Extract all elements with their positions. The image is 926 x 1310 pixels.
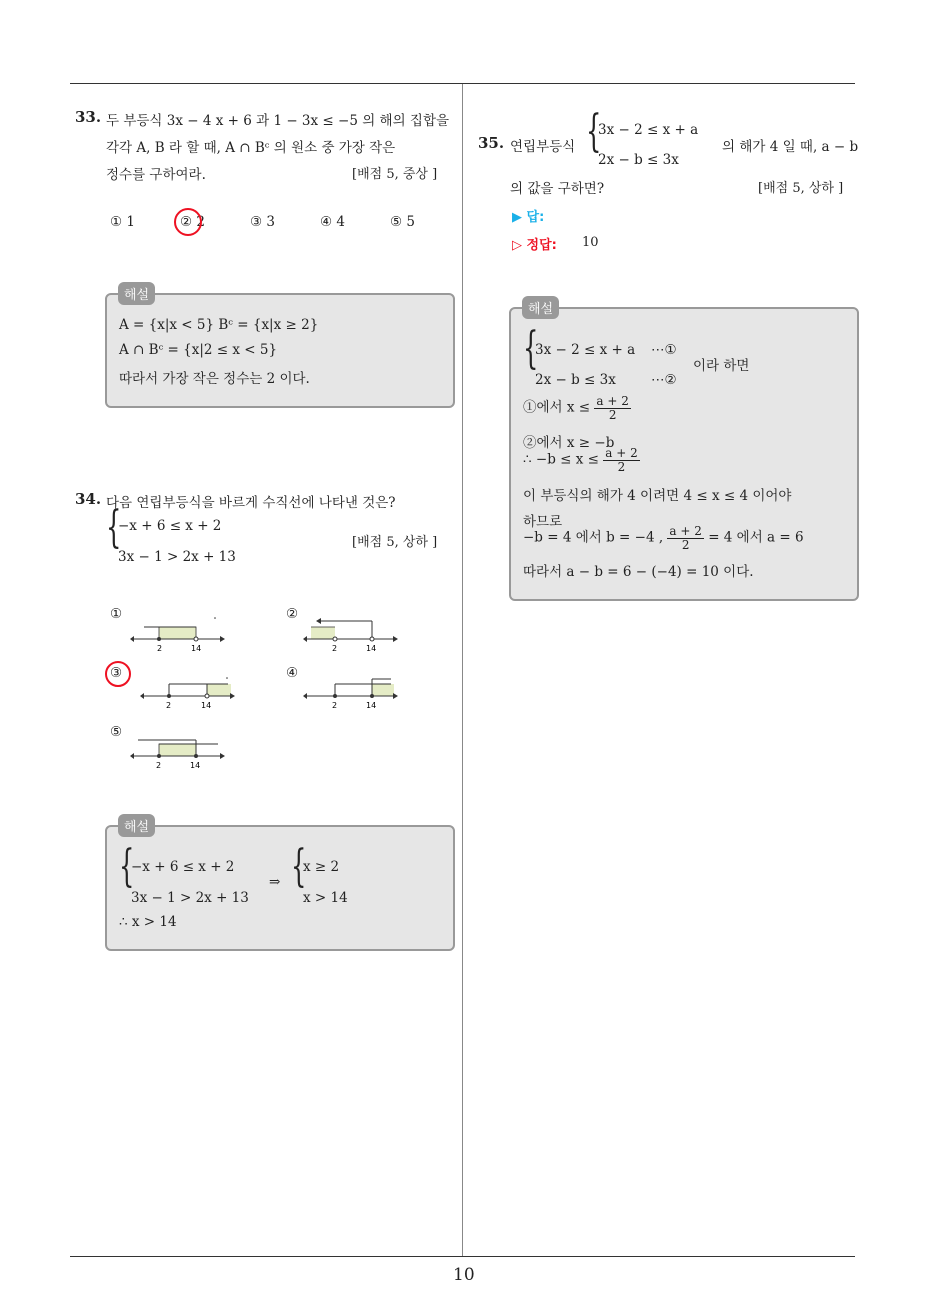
tick-label: 14	[366, 701, 377, 710]
solution-line-1-text: ①에서 x ≤	[523, 399, 591, 416]
selected-answer-mark	[174, 208, 202, 236]
axis-arrow	[130, 636, 134, 642]
solution-tag: 해설	[118, 282, 155, 305]
shaded-region	[372, 684, 394, 696]
axis-arrow	[230, 693, 235, 699]
choice-4-label[interactable]: ④	[286, 665, 299, 681]
endpoint	[167, 694, 171, 698]
system-brace: {	[119, 841, 135, 892]
fraction-numerator: a + 2	[669, 524, 702, 538]
axis-arrow	[140, 693, 144, 699]
solution-result-2: x > 14	[303, 890, 348, 906]
tick-label: 14	[366, 644, 377, 653]
solution-box	[105, 293, 455, 408]
fraction-denominator: 2	[681, 537, 690, 552]
question-suffix: 의 해가 4 일 때, a − b	[722, 139, 859, 155]
tick-label: 2	[332, 701, 338, 710]
number-line-choice-5[interactable]	[130, 732, 225, 772]
question-text-line2: 의 값을 구하면?	[510, 181, 605, 197]
number-line-choice-4[interactable]	[303, 672, 398, 712]
fraction-numerator: a + 2	[596, 394, 629, 408]
stray-dot	[214, 617, 216, 619]
solution-line-4: 이 부등식의 해가 4 이려면 4 ≤ x ≤ 4 이어야	[523, 488, 792, 504]
score-label: [배점 5, 상하 ]	[758, 181, 844, 196]
endpoint	[157, 754, 161, 758]
axis-arrow	[220, 753, 225, 759]
solution-inequality-2: 2x − b ≤ 3x	[535, 372, 616, 388]
axis-arrow	[393, 693, 398, 699]
solution-inequality-suffix: 이라 하면	[693, 358, 750, 374]
shaded-region	[207, 684, 231, 696]
choice-5-label[interactable]: ⑤	[110, 724, 123, 740]
solution-box	[509, 307, 859, 601]
tick-label: 2	[166, 701, 172, 710]
tick-label: 14	[190, 761, 201, 770]
system-brace: {	[586, 106, 602, 157]
shaded-region	[159, 744, 196, 756]
endpoint	[194, 637, 198, 641]
solution-line1: A = {x|x < 5} Bᶜ = {x|x ≥ 2}	[119, 317, 319, 333]
correct-answer-label: ▷ 정답:	[512, 238, 557, 253]
score-label: [배점 5, 중상 ]	[352, 167, 438, 182]
bottom-rule	[70, 1256, 855, 1257]
axis-arrow	[303, 636, 307, 642]
choice-2-label[interactable]: ②	[286, 606, 299, 622]
axis-arrow	[130, 753, 134, 759]
fraction	[594, 395, 630, 421]
solution-line2: A ∩ Bᶜ = {x|2 ≤ x < 5}	[119, 342, 278, 358]
solution-line3: 따라서 가장 작은 정수는 2 이다.	[119, 371, 310, 387]
question-text-line2: 각각 A, B 라 할 때, A ∩ Bᶜ 의 원소 중 가장 작은	[106, 140, 396, 156]
system-brace: {	[523, 323, 539, 374]
solution-box	[105, 825, 455, 951]
question-text-line3: 정수를 구하여라.	[106, 167, 206, 183]
system-brace: {	[291, 841, 307, 892]
fraction	[667, 525, 703, 551]
question-number: 34.	[75, 490, 102, 508]
page-number: 10	[453, 1265, 475, 1285]
question-number: 35.	[478, 134, 505, 152]
number-line-choice-1[interactable]	[130, 615, 225, 655]
solution-inequality-1: −x + 6 ≤ x + 2	[131, 859, 235, 875]
choice-3-label[interactable]: ③	[110, 665, 123, 681]
choice-5[interactable]: ⑤ 5	[390, 214, 415, 230]
tick-label: 14	[201, 701, 212, 710]
inequality-2: 3x − 1 > 2x + 13	[118, 549, 236, 565]
choice-4[interactable]: ④ 4	[320, 214, 345, 230]
solution-line-6-prefix: −b = 4 에서 b = −4 ,	[523, 529, 664, 546]
stray-dot	[226, 677, 228, 679]
solution-line-5: 하므로	[523, 514, 563, 530]
solution-line-7: 따라서 a − b = 6 − (−4) = 10 이다.	[523, 564, 754, 580]
tick-label: 2	[332, 644, 338, 653]
solution-conclusion: ∴ x > 14	[119, 914, 177, 930]
shaded-region	[159, 627, 196, 639]
answer-label: ▶ 답:	[512, 210, 545, 225]
solution-tag: 해설	[522, 296, 559, 319]
fraction-denominator: 2	[608, 407, 617, 422]
axis-arrow	[220, 636, 225, 642]
inequality-1: −x + 6 ≤ x + 2	[118, 518, 222, 534]
number-line-choice-2[interactable]	[303, 615, 398, 655]
fraction-denominator: 2	[617, 459, 626, 474]
ray-arrow	[316, 618, 321, 624]
endpoint	[194, 754, 198, 758]
solution-tag: 해설	[118, 814, 155, 837]
solution-result-1: x ≥ 2	[303, 859, 340, 875]
axis-arrow	[303, 693, 307, 699]
question-prefix: 연립부등식	[510, 139, 576, 155]
axis-arrow	[393, 636, 398, 642]
solution-line-2: ②에서 x ≥ −b	[523, 435, 615, 451]
shaded-region	[311, 627, 335, 639]
question-number: 33.	[75, 108, 102, 126]
column-divider	[462, 84, 463, 1256]
question-text-line1: 다음 연립부등식을 바르게 수직선에 나타낸 것은?	[106, 495, 396, 511]
solution-inequality-2-mark: ⋯②	[651, 372, 677, 388]
solution-inequality-2: 3x − 1 > 2x + 13	[131, 890, 249, 906]
implies-arrow: ⇒	[269, 874, 281, 890]
endpoint	[370, 637, 374, 641]
choice-1[interactable]: ① 1	[110, 214, 135, 230]
selected-answer-mark	[105, 661, 131, 687]
system-brace: {	[106, 502, 122, 553]
correct-answer-value: 10	[582, 235, 599, 250]
solution-line-3	[523, 447, 640, 473]
endpoint	[333, 637, 337, 641]
choice-1-label[interactable]: ①	[110, 606, 123, 622]
inequality-2: 2x − b ≤ 3x	[598, 152, 679, 168]
fraction-numerator: a + 2	[605, 446, 638, 460]
tick-label: 2	[157, 644, 163, 653]
solution-inequality-1-mark: ⋯①	[651, 342, 677, 358]
tick-label: 14	[191, 644, 202, 653]
inequality-1: 3x − 2 ≤ x + a	[598, 122, 699, 138]
fraction	[603, 447, 639, 473]
solution-line-6	[523, 525, 804, 551]
solution-line-3-text: ∴ −b ≤ x ≤	[523, 451, 599, 468]
score-label: [배점 5, 상하 ]	[352, 535, 438, 550]
solution-inequality-1: 3x − 2 ≤ x + a	[535, 342, 636, 358]
endpoint	[370, 694, 374, 698]
question-text-line1: 두 부등식 3x − 4 x + 6 과 1 − 3x ≤ −5 의 해의 집합을	[106, 113, 450, 129]
endpoint	[205, 694, 209, 698]
endpoint	[157, 637, 161, 641]
tick-label: 2	[156, 761, 162, 770]
choice-2[interactable]: ② 2	[180, 214, 205, 230]
solution-line-1	[523, 395, 631, 421]
endpoint	[333, 694, 337, 698]
choice-3[interactable]: ③ 3	[250, 214, 275, 230]
number-line-choice-3[interactable]	[140, 672, 235, 712]
solution-line-6-suffix: = 4 에서 a = 6	[708, 529, 804, 546]
